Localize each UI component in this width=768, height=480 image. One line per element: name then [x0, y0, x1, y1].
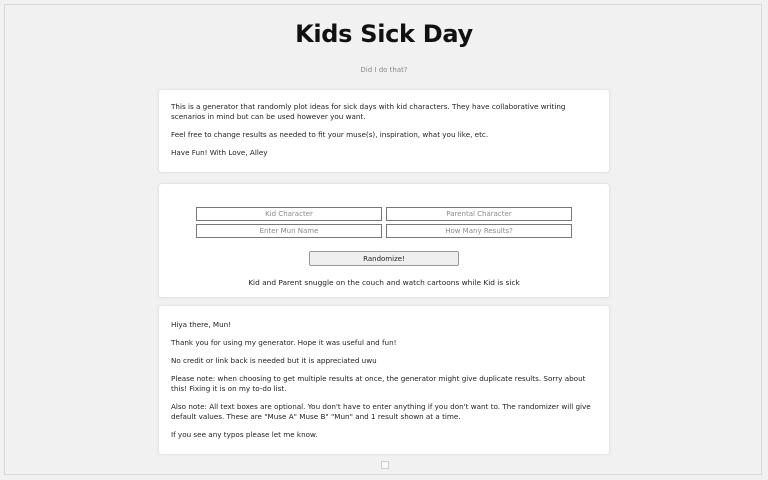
- intro-paragraph: Feel free to change results as needed to fit your muse(s), inspiration, what you like, etc.: [171, 130, 489, 139]
- randomize-button[interactable]: Randomize!: [309, 251, 459, 266]
- parental-character-input[interactable]: [386, 207, 572, 221]
- kid-character-input[interactable]: [196, 207, 382, 221]
- notes-paragraph: No credit or link back is needed but it is appreciated uwu: [171, 356, 377, 365]
- notes-paragraph: If you see any typos please let me know.: [171, 430, 318, 439]
- notes-card: [159, 306, 609, 454]
- result-count-input[interactable]: [386, 224, 572, 238]
- intro-paragraph: Have Fun! With Love, Alley: [171, 148, 268, 157]
- page-title: Kids Sick Day: [295, 20, 473, 48]
- notes-paragraph: Hiya there, Mun!: [171, 320, 232, 329]
- mun-name-input[interactable]: [196, 224, 382, 238]
- generated-result: Kid and Parent snuggle on the couch and watch cartoons while Kid is sick: [248, 278, 520, 287]
- intro-card: [159, 90, 609, 172]
- intro-paragraph: This is a generator that randomly plot ideas for sick days with kid characters. They have collaborative writing scenarios in mind but can be used however you want.: [171, 102, 566, 121]
- notes-paragraph: Also note: All text boxes are optional. You don't have to enter anything if you don't want to. The randomizer will give default values. These are "Muse A" Muse B" "Mun" and 1 result shown at a time.: [171, 402, 591, 421]
- generator-card: [159, 184, 609, 297]
- page-subtitle: Did I do that?: [360, 66, 408, 74]
- notes-paragraph: Please note: when choosing to get multiple results at once, the generator might give duplicate results. Sorry about this! Fixing it is on my to-do list.: [171, 374, 586, 393]
- notes-paragraph: Thank you for using my generator. Hope it was useful and fun!: [171, 338, 397, 347]
- footer-square-icon: [381, 461, 389, 469]
